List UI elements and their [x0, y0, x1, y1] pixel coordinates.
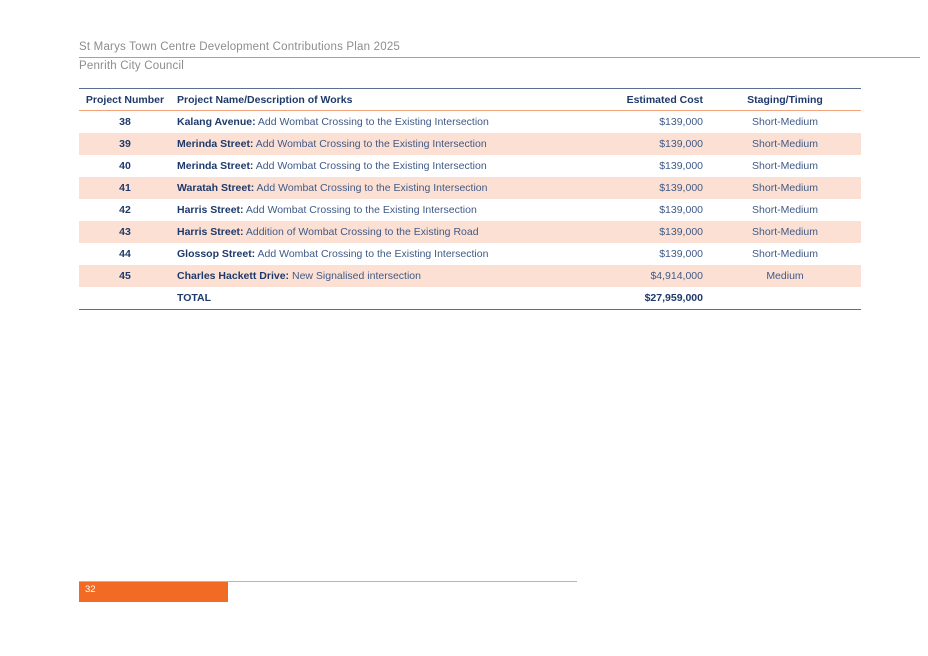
project-description — [171, 138, 599, 150]
document-subtitle: Penrith City Council — [79, 60, 184, 72]
header-estimated-cost: Estimated Cost — [626, 93, 703, 106]
project-description — [171, 204, 599, 216]
page-number-tab — [79, 582, 228, 602]
project-number: 43 — [119, 226, 131, 238]
staging-timing: Short-Medium — [752, 116, 818, 128]
street-name: Glossop Street: — [177, 248, 256, 260]
header-staging-timing: Staging/Timing — [747, 93, 823, 106]
table-row — [79, 221, 861, 243]
street-name: Charles Hackett Drive: — [177, 270, 290, 282]
document-title: St Marys Town Centre Development Contributions Plan 2025 — [79, 41, 401, 53]
estimated-cost: $139,000 — [659, 182, 703, 194]
table-row — [79, 177, 861, 199]
project-number: 44 — [119, 248, 131, 260]
project-number: 38 — [119, 116, 131, 128]
staging-timing: Short-Medium — [752, 226, 818, 238]
header-divider — [79, 57, 920, 58]
table-row — [79, 265, 861, 287]
table-header — [79, 89, 861, 111]
total-row — [79, 287, 861, 309]
project-number: 41 — [119, 182, 131, 194]
estimated-cost: $139,000 — [659, 160, 703, 172]
project-description — [171, 248, 599, 260]
header-project-number: Project Number — [85, 93, 165, 106]
project-description — [171, 182, 599, 194]
table-row — [79, 243, 861, 265]
project-description — [171, 270, 599, 282]
project-number: 42 — [119, 204, 131, 216]
street-name: Harris Street: — [177, 204, 244, 216]
total-label: TOTAL — [177, 292, 212, 304]
project-number: 40 — [119, 160, 131, 172]
street-name: Kalang Avenue: — [177, 116, 256, 128]
works-description: Add Wombat Crossing to the Existing Intersection — [255, 116, 489, 128]
staging-timing: Short-Medium — [752, 160, 818, 172]
project-description — [171, 116, 599, 128]
works-description: Addition of Wombat Crossing to the Existing Road — [243, 226, 479, 238]
project-description — [171, 226, 599, 238]
street-name: Waratah Street: — [177, 182, 255, 194]
estimated-cost: $4,914,000 — [650, 270, 703, 282]
works-table — [79, 88, 861, 310]
page-number: 32 — [85, 584, 96, 595]
estimated-cost: $139,000 — [659, 138, 703, 150]
works-description: New Signalised intersection — [289, 270, 421, 282]
staging-timing: Short-Medium — [752, 182, 818, 194]
works-description: Add Wombat Crossing to the Existing Intersection — [243, 204, 477, 216]
total-cost: $27,959,000 — [644, 292, 703, 304]
estimated-cost: $139,000 — [659, 248, 703, 260]
staging-timing: Short-Medium — [752, 248, 818, 260]
staging-timing: Medium — [766, 270, 804, 282]
project-number: 39 — [119, 138, 131, 150]
staging-timing: Short-Medium — [752, 204, 818, 216]
estimated-cost: $139,000 — [659, 204, 703, 216]
table-row — [79, 133, 861, 155]
project-number: 45 — [119, 270, 131, 282]
estimated-cost: $139,000 — [659, 226, 703, 238]
header-project-name: Project Name/Description of Works — [177, 93, 353, 106]
street-name: Merinda Street: — [177, 138, 254, 150]
works-description: Add Wombat Crossing to the Existing Intersection — [253, 138, 487, 150]
table-row — [79, 199, 861, 221]
street-name: Harris Street: — [177, 226, 244, 238]
works-description: Add Wombat Crossing to the Existing Intersection — [255, 248, 489, 260]
table-row — [79, 111, 861, 133]
street-name: Merinda Street: — [177, 160, 254, 172]
estimated-cost: $139,000 — [659, 116, 703, 128]
project-description — [171, 160, 599, 172]
staging-timing: Short-Medium — [752, 138, 818, 150]
works-description: Add Wombat Crossing to the Existing Intersection — [254, 182, 488, 194]
works-description: Add Wombat Crossing to the Existing Intersection — [253, 160, 487, 172]
table-row — [79, 155, 861, 177]
